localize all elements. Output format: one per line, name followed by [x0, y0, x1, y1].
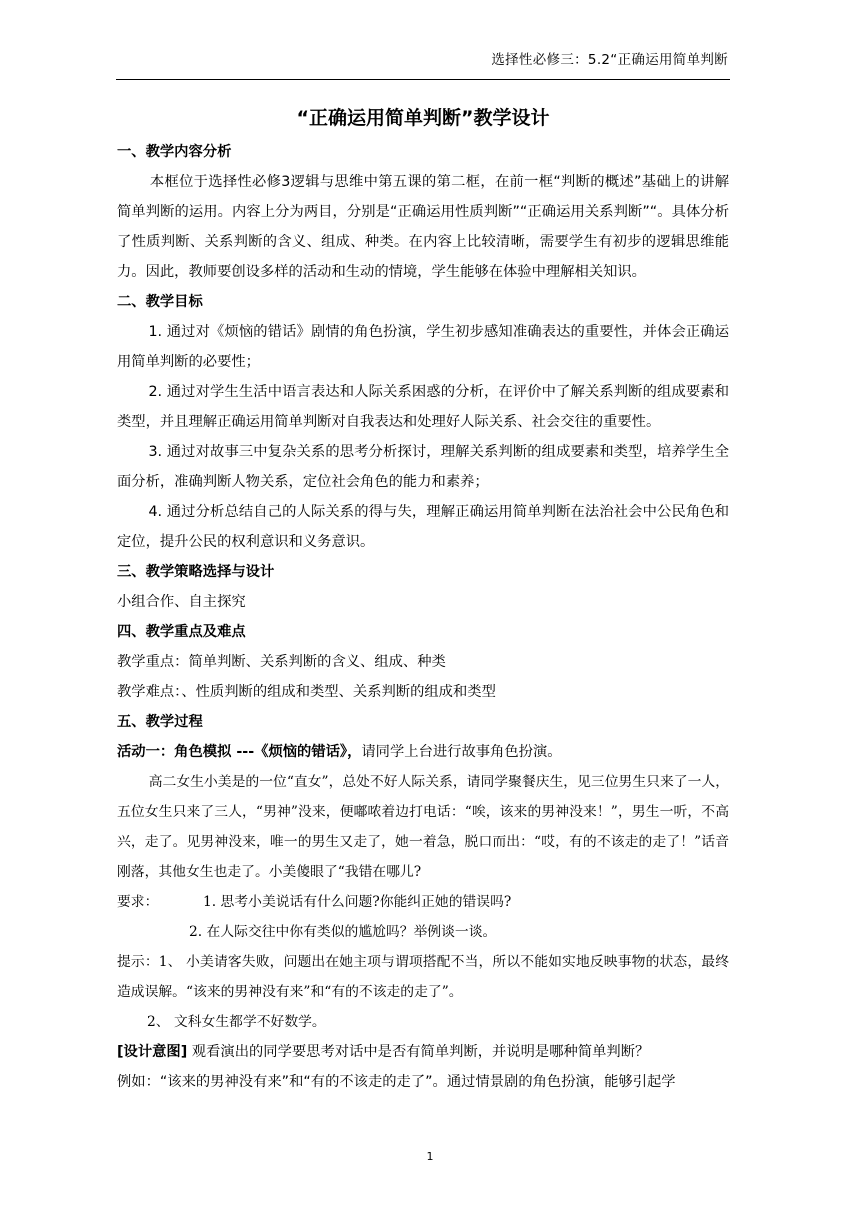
key-point-text: 教学重点：简单判断、关系判断的含义、组成、种类	[117, 654, 446, 670]
tip-item-1: 提示：1、 小美请客失败，问题出在她主项与谓项搭配不当，所以不能如实地反映事物的状态，最终造成误解。“该来的男神没有来”和“有的不该走的走了”。	[117, 954, 729, 1000]
design-intent-line	[117, 1037, 729, 1067]
objective-item-3: 3. 通过对故事三中复杂关系的思考分析探讨，理解关系判断的组成要素和类型，培养学生全面分析，准确判断人物关系，定位社会角色的能力和素养；	[117, 444, 729, 490]
objective-item-4: 4. 通过分析总结自己的人际关系的得与失，理解正确运用简单判断在法治社会中公民角色和定位，提升公民的权利意识和义务意识。	[117, 504, 729, 550]
page-number: 1	[426, 1150, 434, 1163]
design-intent-text: 观看演出的同学要思考对话中是否有简单判断，并说明是哪种简单判断？	[187, 1044, 650, 1060]
section-heading-key-points: 四、教学重点及难点	[117, 624, 246, 640]
section-heading-content-analysis: 一、教学内容分析	[117, 144, 232, 160]
requirement-item-1: 1. 思考小美说话有什么问题?你能纠正她的错误吗?	[203, 894, 512, 910]
tip-item-2: 2、 文科女生都学不好数学。	[147, 1014, 326, 1030]
document-body	[117, 102, 729, 1097]
requirement-item-2: 2. 在人际交往中你有类似的尴尬吗？举例谈一谈。	[189, 924, 497, 940]
section-heading-strategy: 三、教学策略选择与设计	[117, 564, 275, 580]
section-heading-objectives: 二、教学目标	[117, 294, 203, 310]
objective-item-2: 2. 通过对学生生活中语言表达和人际关系困惑的分析，在评价中了解关系判断的组成要素和类型，并且理解正确运用简单判断对自我表达和处理好人际关系、社会交往的重要性。	[117, 384, 729, 430]
section-heading-process: 五、教学过程	[117, 714, 203, 730]
document-title: “正确运用简单判断”教学设计	[296, 107, 550, 129]
requirement-label: 要求：	[117, 894, 159, 910]
objective-item-1: 1. 通过对《烦恼的错话》剧情的角色扮演，学生初步感知准确表达的重要性，并体会正确运用简单判断的必要性；	[117, 324, 729, 370]
activity-one-instruction: 请同学上台进行故事角色扮演。	[361, 744, 562, 760]
activity-one-line	[117, 737, 729, 767]
requirement-row	[117, 887, 729, 917]
design-intent-label: [设计意图]	[117, 1044, 188, 1060]
activity-one-label: 活动一：角色模拟 ---《烦恼的错话》，	[117, 744, 362, 760]
strategy-text: 小组合作、自主探究	[117, 594, 246, 610]
example-line: 例如：“该来的男神没有来”和“有的不该走的走了”。通过情景剧的角色扮演，能够引起学	[117, 1074, 676, 1090]
header-divider	[116, 79, 730, 80]
running-header: 选择性必修三：5.2“正确运用简单判断	[491, 52, 728, 68]
difficult-point-text: 教学难点：、性质判断的组成和类型、关系判断的组成和类型	[117, 684, 496, 700]
story-paragraph: 高二女生小美是的一位“直女”，总处不好人际关系，请同学聚餐庆生，见三位男生只来了一人，五位女生只来了三人，“男神”没来，便嘟哝着边打电话：“唉，该来的男神没来！”，男生一听，不高兴，走了。见男神没来，唯一的男生又走了，她一着急，脱口而出：“哎，有的不该走的走了！”话音刚落，其他女生也走了。小美傻眼了“我错在哪儿?	[117, 774, 729, 880]
content-analysis-paragraph: 本框位于选择性必修3逻辑与思维中第五课的第二框，在前一框“判断的概述”基础上的讲解简单判断的运用。内容上分为两目，分别是“正确运用性质判断”“正确运用关系判断”“。具体分析了性质判断、关系判断的含义、组成、种类。在内容上比较清晰，需要学生有初步的逻辑思维能力。因此，教师要创设多样的活动和生动的情境，学生能够在体验中理解相关知识。	[117, 174, 729, 280]
